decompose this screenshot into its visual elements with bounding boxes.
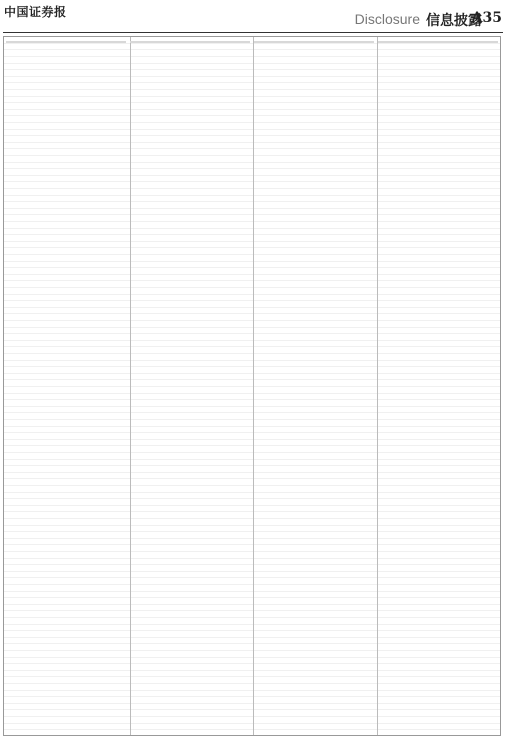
table-row-placeholder: [4, 39, 500, 45]
section-title-en: Disclosure: [354, 11, 420, 27]
table-cell-placeholder: [254, 41, 374, 43]
column-divider: [130, 37, 131, 735]
masthead: [0, 0, 506, 34]
page-number: A35: [471, 10, 502, 26]
table-grid: [4, 37, 500, 735]
header-rule: [3, 32, 503, 33]
column-divider: [377, 37, 378, 735]
disclosure-table: [3, 36, 501, 736]
section-title-zh: 信息披露: [426, 13, 482, 29]
table-cell-placeholder: [130, 41, 250, 43]
newspaper-brand: 中国证券报: [4, 5, 67, 19]
column-divider: [253, 37, 254, 735]
table-cell-placeholder: [378, 41, 498, 43]
table-cell-placeholder: [6, 41, 126, 43]
